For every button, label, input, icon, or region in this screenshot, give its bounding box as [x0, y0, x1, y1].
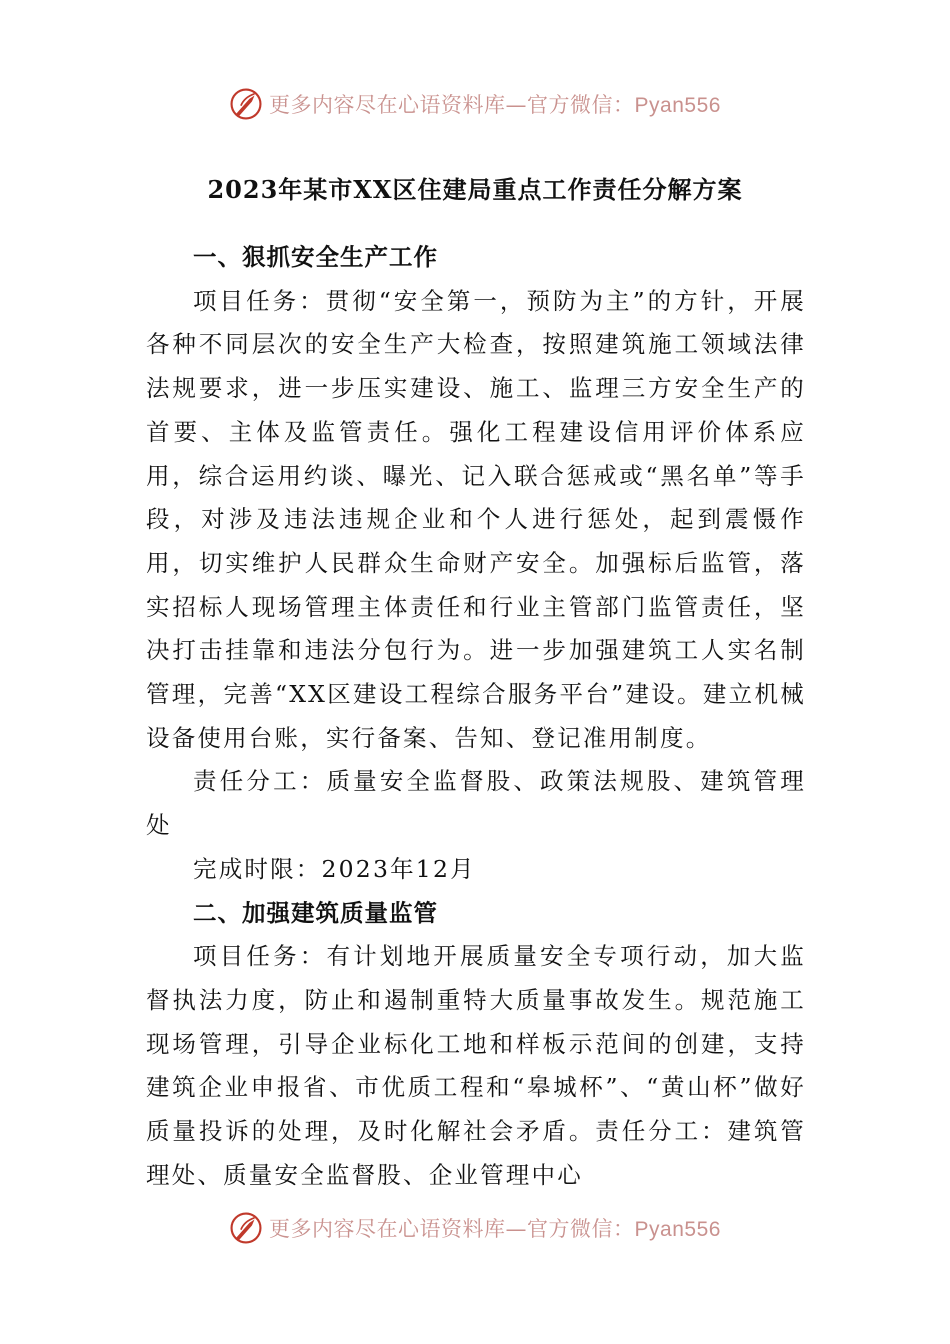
- section-1-task: 项目任务：贯彻“安全第一，预防为主”的方针，开展各种不同层次的安全生产大检查，按照建筑施工领域法律法规要求，进一步压实建设、施工、监理三方安全生产的首要、主体及监管责任。强化工程建设信用评价体系应用，综合运用约谈、曝光、记入联合惩戒或“黑名单”等手段，对涉及违法违规企业和个人进行惩处，起到震慑作用，切实维护人民群众生命财产安全。加强标后监管，落实招标人现场管理主体责任和行业主管部门监管责任，坚决打击挂靠和违法分包行为。进一步加强建筑工人实名制管理，完善“XX区建设工程综合服务平台”建设。建立机械设备使用台账，实行备案、告知、登记准用制度。: [146, 286, 806, 752]
- document-title: 2023年某市XX区住建局重点工作责任分解方案: [207, 175, 743, 204]
- watermark-handle: Pyan556: [634, 94, 721, 117]
- pen-nib-logo-icon: [229, 87, 263, 121]
- section-1-deadline: 完成时限：2023年12月: [193, 854, 476, 883]
- section-1-responsibility: 责任分工：质量安全监督股、政策法规股、建筑管理处: [146, 767, 806, 840]
- watermark-banner-top: [0, 84, 950, 124]
- watermark-handle: Pyan556: [634, 1218, 721, 1241]
- section-2-heading: 二、加强建筑质量监管: [193, 898, 438, 927]
- watermark-label: 更多内容尽在心语资料库—官方微信：: [269, 93, 635, 117]
- watermark-banner-bottom: [0, 1208, 950, 1248]
- watermark-text: [269, 1213, 721, 1243]
- section-1-heading: 一、狠抓安全生产工作: [193, 243, 438, 271]
- document-body: [146, 236, 806, 1197]
- watermark-label: 更多内容尽在心语资料库—官方微信：: [269, 1217, 635, 1241]
- section-2-task: 项目任务：有计划地开展质量安全专项行动，加大监督执法力度，防止和遏制重特大质量事故发生。规范施工现场管理，引导企业标化工地和样板示范间的创建，支持建筑企业申报省、市优质工程和“皋城杯”、“黄山杯”做好质量投诉的处理，及时化解社会矛盾。责任分工：建筑管理处、质量安全监督股、企业管理中心: [146, 942, 806, 1189]
- pen-nib-logo-icon: [229, 1211, 263, 1245]
- watermark-text: [269, 89, 721, 119]
